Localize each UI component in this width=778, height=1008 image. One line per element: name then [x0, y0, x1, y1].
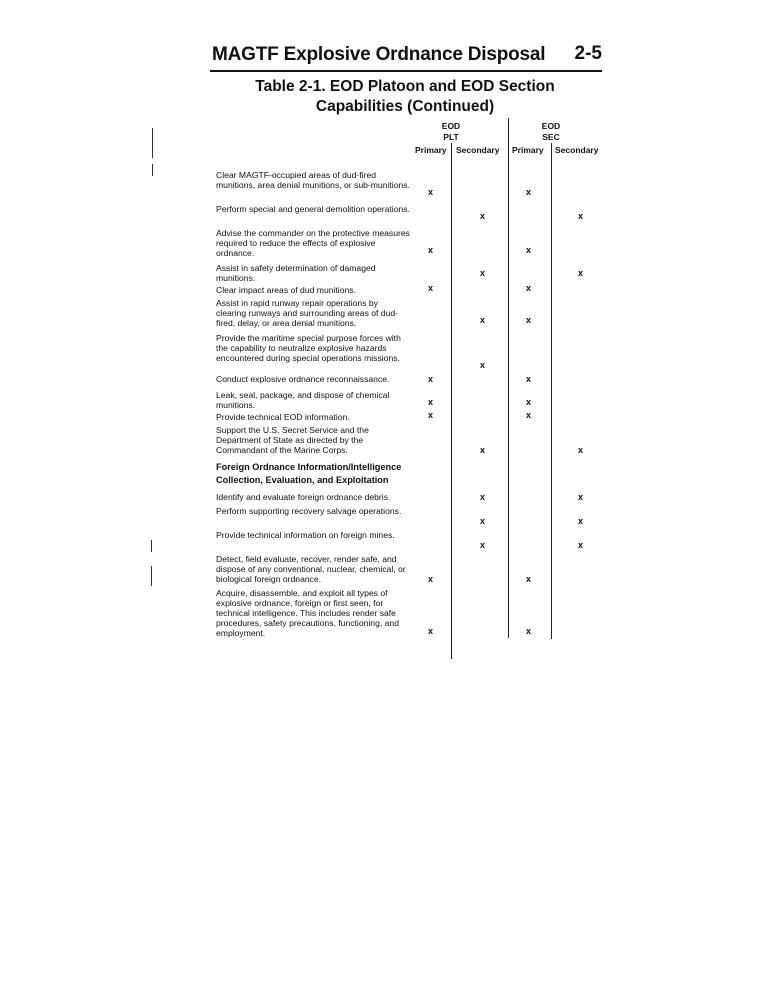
scan-mark — [151, 566, 152, 586]
table-cell-mark: x — [428, 187, 434, 197]
column-group-eod-plt: EOD PLT — [441, 121, 461, 142]
table-row-label: Detect, field evaluate, recover, render safe, and dispose of any conventional, nuclear, chemical, or biological foreign ordnance. — [216, 554, 406, 584]
column-divider-sec — [551, 143, 552, 639]
table-row-label: Assist in rapid runway repair operations by clearing runways and surrounding areas of dud-fired, delay, or area denial munitions. — [216, 298, 399, 328]
table-cell-mark: x — [526, 397, 532, 407]
table-cell-mark: x — [428, 397, 434, 407]
table-cell-mark: x — [480, 445, 486, 455]
table-row-label: Identify and evaluate foreign ordnance debris. — [216, 492, 391, 502]
scan-mark — [151, 540, 152, 552]
table-cell-mark: x — [428, 626, 434, 636]
table-cell-mark: x — [480, 211, 486, 221]
column-sec-primary: Primary — [512, 145, 544, 155]
table-row-label: Assist in safety determination of damaged munitions. — [216, 263, 376, 283]
table-cell-mark: x — [526, 574, 532, 584]
scan-mark — [152, 128, 153, 158]
table-cell-mark: x — [578, 540, 584, 550]
table-row-label: Acquire, disassemble, and exploit all types of explosive ordnance, foreign or first seen, for technical intelligence. This includes render safe procedures, safety precautions, functioning, and employment. — [216, 588, 399, 638]
table-cell-mark: x — [480, 540, 486, 550]
table-row-label: Provide technical EOD information. — [216, 412, 350, 422]
table-row-label: Perform supporting recovery salvage operations. — [216, 506, 402, 516]
table-row-label: Leak, seal, package, and dispose of chemical munitions. — [216, 390, 390, 410]
column-divider-plt — [451, 143, 452, 659]
table-cell-mark: x — [578, 211, 584, 221]
table-cell-mark: x — [578, 268, 584, 278]
column-plt-secondary: Secondary — [456, 145, 500, 155]
table-cell-mark: x — [526, 187, 532, 197]
column-group-eod-sec: EOD SEC — [541, 121, 561, 142]
column-plt-primary: Primary — [415, 145, 447, 155]
table-row-label: Support the U.S. Secret Service and the Department of State as directed by the Commandant of the Marine Corps. — [216, 425, 369, 455]
scan-mark — [152, 164, 153, 176]
table-cell-mark: x — [480, 516, 486, 526]
table-title-line2: Capabilities (Continued) — [315, 98, 495, 115]
table-cell-mark: x — [428, 410, 434, 420]
table-row-label: Provide the maritime special purpose forces with the capability to neutralize explosive hazards encountered during special operations missions. — [216, 333, 401, 363]
table-title — [230, 77, 580, 117]
table-cell-mark: x — [526, 626, 532, 636]
table-row-label: Perform special and general demolition operations. — [216, 204, 410, 214]
table-row-label: Advise the commander on the protective measures required to reduce the effects of explosive ordnance. — [216, 228, 410, 258]
table-cell-mark: x — [480, 360, 486, 370]
table-cell-mark: x — [428, 374, 434, 384]
table-row-label: Provide technical information on foreign mines. — [216, 530, 395, 540]
table-row-label: Conduct explosive ordnance reconnaissance. — [216, 374, 390, 384]
table-cell-mark: x — [526, 245, 532, 255]
page-number: 2-5 — [574, 43, 602, 64]
table-cell-mark: x — [578, 516, 584, 526]
column-sec-secondary: Secondary — [555, 145, 599, 155]
running-header — [210, 40, 602, 72]
table-cell-mark: x — [526, 283, 532, 293]
table-row-label: Clear impact areas of dud munitions. — [216, 285, 356, 295]
table-cell-mark: x — [526, 374, 532, 384]
table-cell-mark: x — [480, 492, 486, 502]
table-cell-mark: x — [428, 283, 434, 293]
table-cell-mark: x — [578, 492, 584, 502]
table-cell-mark: x — [578, 445, 584, 455]
table-cell-mark: x — [526, 410, 532, 420]
header-title: MAGTF Explosive Ordnance Disposal — [212, 44, 546, 65]
table-cell-mark: x — [428, 245, 434, 255]
table-title-line1: Table 2-1. EOD Platoon and EOD Section — [255, 78, 555, 95]
table-cell-mark: x — [480, 268, 486, 278]
table-section-heading: Foreign Ordnance Information/Intelligence Collection, Evaluation, and Exploitation — [216, 462, 402, 485]
table-cell-mark: x — [480, 315, 486, 325]
column-divider-main — [508, 118, 509, 638]
table-cell-mark: x — [526, 315, 532, 325]
table-row-label: Clear MAGTF-occupied areas of dud-fired munitions, area denial munitions, or sub-munitions. — [216, 170, 410, 190]
table-cell-mark: x — [428, 574, 434, 584]
